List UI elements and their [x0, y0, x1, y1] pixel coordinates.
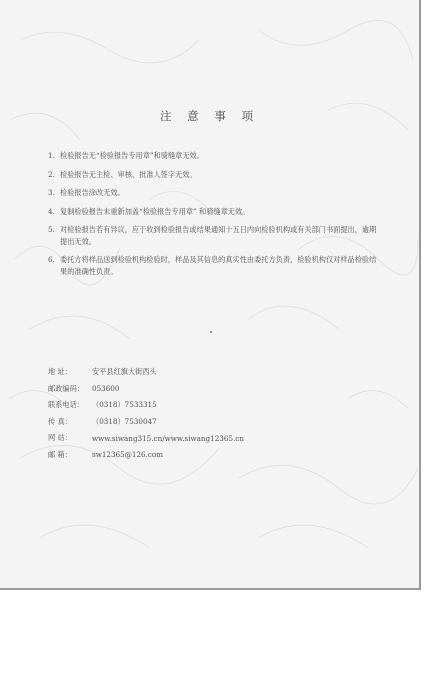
fax-label: 传 真： [48, 416, 72, 426]
item-text: 检验报告无主检、审核、批准人签字无效。 [60, 169, 197, 179]
email-value: sw12365@126.com [92, 450, 164, 460]
email-label: 邮 箱： [48, 449, 72, 459]
phone-label: 联系电话： [48, 400, 84, 410]
item-number: 3. [48, 188, 55, 197]
website-row [48, 430, 244, 447]
fax-row [48, 414, 244, 431]
list-item [48, 150, 378, 162]
address-row [48, 364, 244, 381]
list-item [48, 254, 378, 277]
postcode-label: 邮政编码： [48, 383, 84, 393]
item-number: 6. [48, 255, 55, 264]
page-title: 注 意 事 项 [160, 109, 259, 123]
item-text: 委托方将样品送到检验机构检验时，样品及其信息的真实性由委托方负责，检验机构仅对样品检验结果的准确性负责。 [60, 255, 377, 276]
list-item [48, 169, 378, 181]
item-number: 1. [48, 151, 55, 160]
address-value: 安平县红旗大街西头 [92, 367, 157, 377]
item-number: 4. [48, 206, 55, 216]
stray-dot [210, 331, 212, 333]
list-item [48, 224, 378, 247]
phone-row [48, 397, 244, 414]
item-text: 检验报告无“检验报告专用章”和骑缝章无效。 [60, 151, 204, 160]
postcode-value: 053600 [92, 384, 120, 394]
notes-list [48, 150, 378, 284]
item-text: 检验报告涂改无效。 [60, 188, 125, 197]
website-label: 网 站： [48, 433, 72, 443]
list-item [48, 206, 378, 218]
email-row [48, 447, 244, 464]
list-item [48, 187, 378, 199]
item-text: 对检验报告若有异议，应于收到检验报告或结果通知十五日内向检验机构或有关部门书面提出，逾期提出无效。 [60, 225, 377, 246]
website-value: www.siwang315.cn/www.siwang12365.cn [92, 433, 244, 443]
fax-value: （0318）7530047 [92, 416, 157, 426]
postcode-row [48, 381, 244, 398]
contact-info [48, 364, 244, 463]
item-text: 复制检验报告未重新加盖“检验报告专用章” 和骑缝章无效。 [60, 206, 250, 216]
phone-value: （0318）7533315 [92, 400, 157, 410]
address-label: 地 址： [48, 367, 72, 377]
item-number: 2. [48, 169, 55, 179]
item-number: 5. [48, 225, 55, 234]
